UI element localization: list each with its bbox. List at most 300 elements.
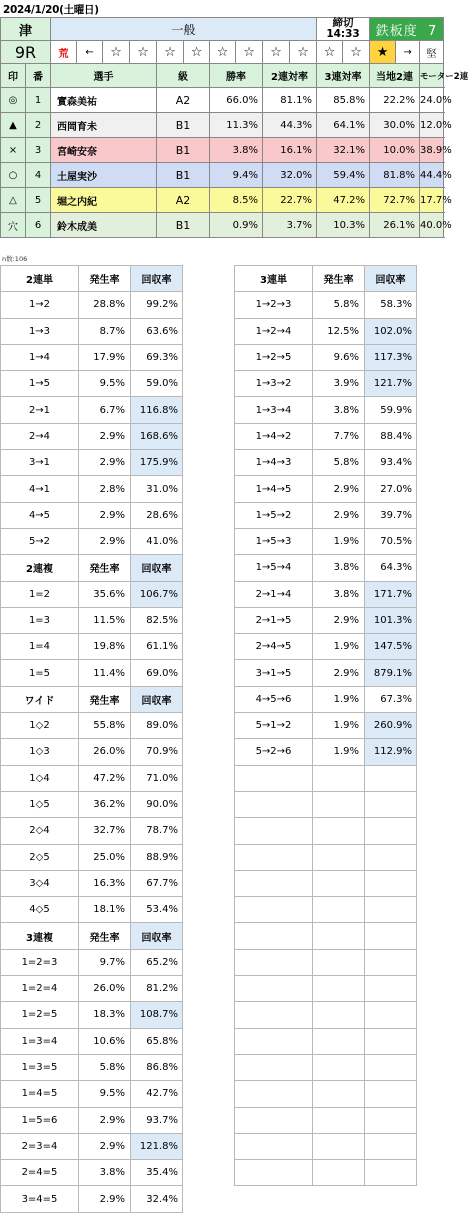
player-win-rate: 0.9%: [210, 213, 263, 238]
combo-label: 1=2=3: [1, 949, 79, 975]
occurrence-rate: 2.9%: [313, 502, 365, 528]
player-row: [1, 188, 444, 213]
return-rate: 31.0%: [131, 476, 183, 502]
return-rate: 260.9%: [365, 713, 417, 739]
occurrence-rate: 47.2%: [79, 765, 131, 791]
empty-cell: [365, 949, 417, 975]
return-header: 回収率: [131, 266, 183, 292]
stats-empty-row: [235, 897, 417, 923]
stats-empty-row: [235, 949, 417, 975]
combo-label: 1=4: [1, 634, 79, 660]
return-rate: 175.9%: [131, 450, 183, 476]
occurrence-rate: 3.8%: [313, 555, 365, 581]
return-rate: 101.3%: [365, 607, 417, 633]
col-motor-two: モーター2連: [420, 64, 444, 88]
arasa-label: 荒: [51, 41, 77, 64]
occurrence-rate: 26.0%: [79, 976, 131, 1002]
col-two-rate: 2連対率: [263, 64, 317, 88]
tetsuban-badge: [370, 18, 444, 41]
empty-cell: [313, 976, 365, 1002]
combo-label: 1→4→5: [235, 476, 313, 502]
combo-label: 1◇5: [1, 791, 79, 817]
col-player: 選手: [51, 64, 157, 88]
stats-row: [235, 450, 417, 476]
stats-row: [1, 528, 183, 554]
empty-cell: [313, 791, 365, 817]
empty-cell: [313, 1160, 365, 1186]
empty-cell: [313, 923, 365, 949]
return-rate: 89.0%: [131, 713, 183, 739]
section-title: ワイド: [1, 686, 79, 712]
combo-label: 1◇3: [1, 739, 79, 765]
stats-row: [1, 870, 183, 896]
occurrence-rate: 2.9%: [313, 607, 365, 633]
occurrence-rate: 2.9%: [79, 1107, 131, 1133]
player-local-two: 10.0%: [370, 138, 420, 163]
return-rate: 82.5%: [131, 607, 183, 633]
combo-label: 2=3=4: [1, 1133, 79, 1159]
return-rate: 69.3%: [131, 344, 183, 370]
star-icon: ☆: [130, 41, 157, 64]
deadline: [317, 18, 370, 41]
return-rate: 39.7%: [365, 502, 417, 528]
return-rate: 67.3%: [365, 686, 417, 712]
combo-label: 2→1: [1, 397, 79, 423]
empty-cell: [235, 976, 313, 1002]
stats-row: [1, 292, 183, 318]
return-header: 回収率: [131, 923, 183, 949]
player-two-rate: 22.7%: [263, 188, 317, 213]
stats-row: [235, 502, 417, 528]
occurrence-rate: 3.8%: [313, 581, 365, 607]
player-number: 4: [26, 163, 51, 188]
stats-row: [1, 1054, 183, 1080]
occurrence-rate: 2.9%: [79, 1133, 131, 1159]
player-number: 6: [26, 213, 51, 238]
stats-row: [1, 976, 183, 1002]
occurrence-rate: 2.9%: [79, 450, 131, 476]
stats-row: [1, 1002, 183, 1028]
player-name: 鈴木成美: [51, 213, 157, 238]
return-rate: 106.7%: [131, 581, 183, 607]
combo-label: 2→1→5: [235, 607, 313, 633]
return-header: 回収率: [131, 686, 183, 712]
occurrence-rate: 1.9%: [313, 739, 365, 765]
stats-row: [235, 634, 417, 660]
combo-label: 3→1→5: [235, 660, 313, 686]
occurrence-rate: 8.7%: [79, 318, 131, 344]
player-name: 土屋実沙: [51, 163, 157, 188]
stats-row: [1, 344, 183, 370]
stats-row: [235, 713, 417, 739]
empty-cell: [365, 1107, 417, 1133]
player-local-two: 22.2%: [370, 88, 420, 113]
empty-cell: [235, 791, 313, 817]
return-rate: 879.1%: [365, 660, 417, 686]
return-rate: 78.7%: [131, 818, 183, 844]
stats-empty-row: [235, 1160, 417, 1186]
star-icon: ☆: [290, 41, 317, 64]
stats-section-header: [1, 686, 183, 712]
player-row: [1, 113, 444, 138]
occurrence-rate: 9.6%: [313, 344, 365, 370]
star-icon: ☆: [210, 41, 236, 64]
deadline-label: 締切: [332, 17, 354, 29]
return-rate: 117.3%: [365, 344, 417, 370]
combo-label: 1→2: [1, 292, 79, 318]
return-rate: 102.0%: [365, 318, 417, 344]
player-win-rate: 66.0%: [210, 88, 263, 113]
occurrence-rate: 11.5%: [79, 607, 131, 633]
combo-label: 4→5→6: [235, 686, 313, 712]
player-two-rate: 16.1%: [263, 138, 317, 163]
combo-label: 1→5→3: [235, 528, 313, 554]
return-header: 回収率: [365, 266, 417, 292]
section-title: 2連複: [1, 555, 79, 581]
race-category: 一般: [51, 18, 317, 41]
occurrence-rate: 17.9%: [79, 344, 131, 370]
stats-row: [1, 660, 183, 686]
player-three-rate: 64.1%: [317, 113, 370, 138]
combo-label: 1=4=5: [1, 1081, 79, 1107]
empty-cell: [313, 1081, 365, 1107]
stats-row: [1, 371, 183, 397]
empty-cell: [365, 1160, 417, 1186]
stats-row: [235, 686, 417, 712]
occurrence-rate: 25.0%: [79, 844, 131, 870]
player-number: 5: [26, 188, 51, 213]
stats-row: [235, 581, 417, 607]
occurrence-rate: 2.8%: [79, 476, 131, 502]
occurrence-rate: 2.9%: [313, 476, 365, 502]
star-icon: ☆: [343, 41, 370, 64]
combo-label: 1◇2: [1, 713, 79, 739]
occurrence-rate: 2.9%: [79, 1186, 131, 1212]
return-rate: 88.9%: [131, 844, 183, 870]
stats-row: [1, 318, 183, 344]
stats-row: [235, 739, 417, 765]
empty-cell: [313, 897, 365, 923]
stats-row: [1, 1107, 183, 1133]
occurrence-rate: 16.3%: [79, 870, 131, 896]
player-local-two: 81.8%: [370, 163, 420, 188]
stats-section-header: [1, 266, 183, 292]
player-mark: ◎: [1, 88, 26, 113]
return-rate: 28.6%: [131, 502, 183, 528]
stats-empty-row: [235, 870, 417, 896]
player-motor-two: 44.4%: [420, 163, 444, 188]
player-motor-two: 40.0%: [420, 213, 444, 238]
player-motor-two: 38.9%: [420, 138, 444, 163]
player-class: B1: [157, 163, 210, 188]
occurrence-rate: 7.7%: [313, 423, 365, 449]
combo-label: 2=4=5: [1, 1160, 79, 1186]
star-icon: ☆: [317, 41, 343, 64]
rate-header: 発生率: [79, 923, 131, 949]
combo-label: 2→1→4: [235, 581, 313, 607]
return-rate: 168.6%: [131, 423, 183, 449]
stats-row: [235, 344, 417, 370]
player-two-rate: 44.3%: [263, 113, 317, 138]
rate-header: 発生率: [79, 686, 131, 712]
empty-cell: [365, 818, 417, 844]
return-rate: 90.0%: [131, 791, 183, 817]
arrow-left-icon: ←: [77, 41, 103, 64]
section-title: 3連複: [1, 923, 79, 949]
stats-row: [1, 739, 183, 765]
stats-row: [1, 397, 183, 423]
return-rate: 42.7%: [131, 1081, 183, 1107]
combo-label: 2◇5: [1, 844, 79, 870]
combo-label: 1→2→5: [235, 344, 313, 370]
occurrence-rate: 3.8%: [313, 397, 365, 423]
occurrence-rate: 10.6%: [79, 1028, 131, 1054]
col-local-two: 当地2連: [370, 64, 420, 88]
return-rate: 116.8%: [131, 397, 183, 423]
combo-label: 4→1: [1, 476, 79, 502]
return-rate: 121.7%: [365, 371, 417, 397]
stats-row: [235, 476, 417, 502]
stats-row: [1, 634, 183, 660]
player-mark: ○: [1, 163, 26, 188]
stats-row: [1, 1081, 183, 1107]
stats-section-header: [1, 923, 183, 949]
empty-cell: [235, 1054, 313, 1080]
combo-label: 3→1: [1, 450, 79, 476]
combo-label: 1=3=5: [1, 1054, 79, 1080]
sample-count: n数:106: [2, 255, 28, 263]
return-rate: 81.2%: [131, 976, 183, 1002]
player-two-rate: 32.0%: [263, 163, 317, 188]
player-three-rate: 10.3%: [317, 213, 370, 238]
combo-label: 1→3→2: [235, 371, 313, 397]
occurrence-rate: 2.9%: [79, 502, 131, 528]
combo-label: 1→5→4: [235, 555, 313, 581]
col-three-rate: 3連対率: [317, 64, 370, 88]
col-mark: 印: [1, 64, 26, 88]
empty-cell: [313, 1133, 365, 1159]
stats-row: [1, 844, 183, 870]
occurrence-rate: 9.5%: [79, 1081, 131, 1107]
combo-label: 1→2→3: [235, 292, 313, 318]
combo-label: 1=3: [1, 607, 79, 633]
arrow-right-icon: →: [396, 41, 420, 64]
stats-row: [1, 818, 183, 844]
occurrence-rate: 1.9%: [313, 634, 365, 660]
player-row: [1, 213, 444, 238]
occurrence-rate: 18.1%: [79, 897, 131, 923]
return-rate: 59.0%: [131, 371, 183, 397]
empty-cell: [235, 1081, 313, 1107]
return-rate: 69.0%: [131, 660, 183, 686]
empty-cell: [235, 1160, 313, 1186]
occurrence-rate: 9.7%: [79, 949, 131, 975]
stats-row: [235, 555, 417, 581]
return-rate: 99.2%: [131, 292, 183, 318]
occurrence-rate: 3.8%: [79, 1160, 131, 1186]
return-rate: 61.1%: [131, 634, 183, 660]
empty-cell: [313, 844, 365, 870]
combo-label: 1→4→2: [235, 423, 313, 449]
stats-row: [1, 1028, 183, 1054]
occurrence-rate: 1.9%: [313, 686, 365, 712]
occurrence-rate: 1.9%: [313, 713, 365, 739]
return-rate: 67.7%: [131, 870, 183, 896]
player-win-rate: 9.4%: [210, 163, 263, 188]
stats-empty-row: [235, 1002, 417, 1028]
stats-row: [1, 765, 183, 791]
combo-label: 1=2: [1, 581, 79, 607]
player-three-rate: 85.8%: [317, 88, 370, 113]
return-rate: 32.4%: [131, 1186, 183, 1212]
stats-row: [1, 450, 183, 476]
combo-label: 2◇4: [1, 818, 79, 844]
rate-header: 発生率: [79, 555, 131, 581]
return-rate: 63.6%: [131, 318, 183, 344]
empty-cell: [365, 1081, 417, 1107]
stats-empty-row: [235, 1054, 417, 1080]
empty-cell: [235, 897, 313, 923]
combo-label: 1=5: [1, 660, 79, 686]
occurrence-rate: 1.9%: [313, 528, 365, 554]
player-name: 堀之内紀: [51, 188, 157, 213]
empty-cell: [235, 1133, 313, 1159]
player-class: B1: [157, 138, 210, 163]
occurrence-rate: 35.6%: [79, 581, 131, 607]
empty-cell: [235, 765, 313, 791]
combo-label: 1=3=4: [1, 1028, 79, 1054]
combo-label: 2→4: [1, 423, 79, 449]
player-number: 2: [26, 113, 51, 138]
tetsuban-value: 7: [428, 23, 438, 39]
venue-name: 津: [1, 18, 51, 41]
occurrence-rate: 26.0%: [79, 739, 131, 765]
player-class: A2: [157, 88, 210, 113]
section-title: 3連単: [235, 266, 313, 292]
player-name: 宮崎安奈: [51, 138, 157, 163]
section-title: 2連単: [1, 266, 79, 292]
return-rate: 93.7%: [131, 1107, 183, 1133]
combo-label: 1→5→2: [235, 502, 313, 528]
combo-label: 3=4=5: [1, 1186, 79, 1212]
player-row: [1, 88, 444, 113]
rate-header: 発生率: [313, 266, 365, 292]
return-rate: 65.8%: [131, 1028, 183, 1054]
combo-label: 1→4→3: [235, 450, 313, 476]
return-rate: 108.7%: [131, 1002, 183, 1028]
empty-cell: [365, 923, 417, 949]
combo-label: 2→4→5: [235, 634, 313, 660]
stats-empty-row: [235, 1133, 417, 1159]
race-number: 9R: [1, 41, 51, 64]
occurrence-rate: 2.9%: [79, 423, 131, 449]
occurrence-rate: 5.8%: [313, 292, 365, 318]
rate-header: 発生率: [79, 266, 131, 292]
combo-label: 4→5: [1, 502, 79, 528]
stats-row: [1, 713, 183, 739]
player-row: [1, 163, 444, 188]
stats-row: [235, 660, 417, 686]
stats-empty-row: [235, 818, 417, 844]
player-number: 3: [26, 138, 51, 163]
deadline-time: 14:33: [326, 28, 360, 40]
col-class: 級: [157, 64, 210, 88]
combo-label: 1→4: [1, 344, 79, 370]
empty-cell: [313, 1107, 365, 1133]
stats-row: [1, 791, 183, 817]
return-rate: 112.9%: [365, 739, 417, 765]
player-three-rate: 47.2%: [317, 188, 370, 213]
tetsuban-label: 鉄板度: [375, 23, 418, 39]
stats-row: [1, 897, 183, 923]
return-rate: 88.4%: [365, 423, 417, 449]
stats-empty-row: [235, 923, 417, 949]
return-rate: 71.0%: [131, 765, 183, 791]
return-rate: 59.9%: [365, 397, 417, 423]
empty-cell: [235, 870, 313, 896]
stats-row: [235, 318, 417, 344]
stats-row: [1, 502, 183, 528]
empty-cell: [235, 923, 313, 949]
player-class: B1: [157, 213, 210, 238]
player-class: B1: [157, 113, 210, 138]
empty-cell: [235, 949, 313, 975]
stats-row: [235, 397, 417, 423]
stats-empty-row: [235, 976, 417, 1002]
player-motor-two: 17.7%: [420, 188, 444, 213]
stats-row: [1, 607, 183, 633]
stats-empty-row: [235, 844, 417, 870]
stats-row: [235, 423, 417, 449]
star-icon: ☆: [157, 41, 184, 64]
empty-cell: [365, 791, 417, 817]
player-motor-two: 24.0%: [420, 88, 444, 113]
player-three-rate: 59.4%: [317, 163, 370, 188]
empty-cell: [313, 870, 365, 896]
return-rate: 171.7%: [365, 581, 417, 607]
player-mark: ×: [1, 138, 26, 163]
empty-cell: [365, 1028, 417, 1054]
empty-cell: [313, 1002, 365, 1028]
player-name: 西岡育未: [51, 113, 157, 138]
combo-label: 5→2→6: [235, 739, 313, 765]
combo-label: 1=5=6: [1, 1107, 79, 1133]
empty-cell: [313, 818, 365, 844]
empty-cell: [365, 976, 417, 1002]
player-number: 1: [26, 88, 51, 113]
stats-empty-row: [235, 1028, 417, 1054]
occurrence-rate: 32.7%: [79, 818, 131, 844]
occurrence-rate: 5.8%: [79, 1054, 131, 1080]
return-rate: 86.8%: [131, 1054, 183, 1080]
player-class: A2: [157, 188, 210, 213]
player-win-rate: 3.8%: [210, 138, 263, 163]
occurrence-rate: 19.8%: [79, 634, 131, 660]
stats-row: [235, 528, 417, 554]
occurrence-rate: 5.8%: [313, 450, 365, 476]
stats-row: [1, 1160, 183, 1186]
empty-cell: [313, 1028, 365, 1054]
combo-label: 5→1→2: [235, 713, 313, 739]
stats-empty-row: [235, 791, 417, 817]
occurrence-rate: 11.4%: [79, 660, 131, 686]
combo-label: 1=2=5: [1, 1002, 79, 1028]
stats-row: [1, 476, 183, 502]
stats-row: [235, 292, 417, 318]
occurrence-rate: 55.8%: [79, 713, 131, 739]
occurrence-rate: 2.9%: [79, 528, 131, 554]
player-name: 實森美祐: [51, 88, 157, 113]
